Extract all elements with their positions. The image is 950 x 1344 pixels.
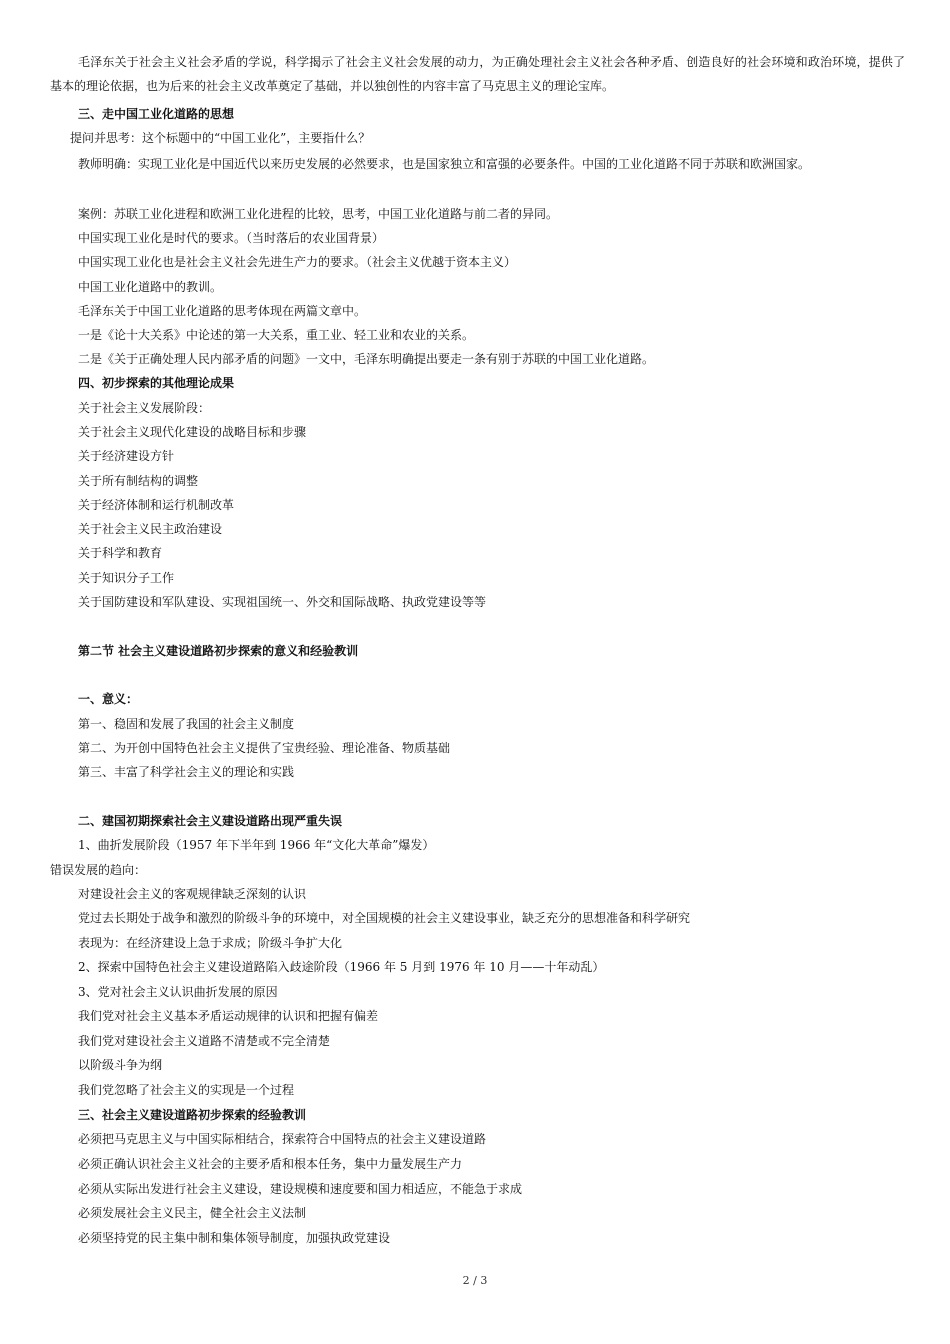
productive-force-line: 中国实现工业化也是社会主义社会先进生产力的要求。（社会主义优越于资本主义） <box>78 255 517 269</box>
list-item: 3、党对社会主义认识曲折发展的原因 <box>78 985 278 999</box>
list-item: 第二、为开创中国特色社会主义提供了宝贵经验、理论准备、物质基础 <box>78 741 451 755</box>
heading-mistakes: 二、建国初期探索社会主义建设道路出现严重失误 <box>78 814 343 828</box>
two-articles-line: 毛泽东关于中国工业化道路的思考体现在两篇文章中。 <box>78 304 367 318</box>
first-article-line: 一是《论十大关系》中论述的第一大关系，重工业、轻工业和农业的关系。 <box>78 328 475 342</box>
question-text: 提问并思考：这个标题中的“中国工业化”，主要指什么？ <box>70 131 371 145</box>
trend-label: 错误发展的趋向： <box>50 863 147 877</box>
list-item: 表现为：在经济建设上急于求成；阶级斗争扩大化 <box>78 936 343 950</box>
page-number: 2 / 3 <box>462 1274 488 1287</box>
list-item: 关于科学和教育 <box>78 546 163 560</box>
heading-experience: 三、社会主义建设道路初步探索的经验教训 <box>78 1108 307 1122</box>
list-item: 我们党对建设社会主义道路不清楚或不完全清楚 <box>78 1034 331 1048</box>
stage1-line: 1、曲折发展阶段（1957 年下半年到 1966 年“文化大革命”爆发） <box>78 838 435 852</box>
case-line: 案例：苏联工业化进程和欧洲工业化进程的比较，思考，中国工业化道路与前二者的异同。 <box>78 207 559 221</box>
era-line: 中国实现工业化是时代的要求。（当时落后的农业国背景） <box>78 231 385 245</box>
list-item: 我们党忽略了社会主义的实现是一个过程 <box>78 1083 295 1097</box>
list-item: 必须正确认识社会主义社会的主要矛盾和根本任务，集中力量发展生产力 <box>78 1157 463 1171</box>
list-item: 关于社会主义现代化建设的战略目标和步骤 <box>78 425 307 439</box>
list-item: 必须坚持党的民主集中制和集体领导制度，加强执政党建设 <box>78 1231 391 1245</box>
list-item: 关于知识分子工作 <box>78 571 175 585</box>
list-item: 关于经济体制和运行机制改革 <box>78 498 235 512</box>
section2-title: 第二节 社会主义建设道路初步探索的意义和经验教训 <box>78 644 359 658</box>
list-item: 关于所有制结构的调整 <box>78 474 199 488</box>
list-item: 关于社会主义发展阶段： <box>78 401 211 415</box>
heading-other-achievements: 四、初步探索的其他理论成果 <box>78 376 235 390</box>
list-item: 第三、丰富了科学社会主义的理论和实践 <box>78 765 295 779</box>
list-item: 必须发展社会主义民主，健全社会主义法制 <box>78 1206 307 1220</box>
list-item: 关于经济建设方针 <box>78 449 175 463</box>
list-item: 我们党对社会主义基本矛盾运动规律的认识和把握有偏差 <box>78 1009 379 1023</box>
list-item: 必须把马克思主义与中国实际相结合，探索符合中国特点的社会主义建设道路 <box>78 1132 487 1146</box>
list-item: 党过去长期处于战争和激烈的阶级斗争的环境中，对全国规模的社会主义建设事业，缺乏充分的思想准备和科学研究 <box>78 911 691 925</box>
lessons-line: 中国工业化道路中的教训。 <box>78 280 223 294</box>
list-item: 关于社会主义民主政治建设 <box>78 522 223 536</box>
list-item: 2、探索中国特色社会主义建设道路陷入歧途阶段（1966 年 5 月到 1976 年 10 月——十年动乱） <box>78 960 605 974</box>
second-article-line: 二是《关于正确处理人民内部矛盾的问题》一文中，毛泽东明确提出要走一条有别于苏联的中国工业化道路。 <box>78 352 655 366</box>
list-item: 必须从实际出发进行社会主义建设，建设规模和速度要和国力相适应，不能急于求成 <box>78 1182 523 1196</box>
heading-meaning: 一、意义： <box>78 692 139 706</box>
heading-industrialization: 三、走中国工业化道路的思想 <box>78 107 235 121</box>
list-item: 关于国防建设和军队建设、实现祖国统一、外交和国际战略、执政党建设等等 <box>78 595 487 609</box>
list-item: 以阶级斗争为纲 <box>78 1058 163 1072</box>
list-item: 对建设社会主义的客观规律缺乏深刻的认识 <box>78 887 307 901</box>
intro-paragraph: 毛泽东关于社会主义社会矛盾的学说，科学揭示了社会主义社会发展的动力，为正确处理社会主义社会各种矛盾、创造良好的社会环境和政治环境，提供了基本的理论依据，也为后来的社会主义改革奠定了基础，并以独创性的内容丰富了马克思主义的理论宝库。 <box>50 55 905 93</box>
list-item: 第一、稳固和发展了我国的社会主义制度 <box>78 717 295 731</box>
teacher-paragraph: 教师明确：实现工业化是中国近代以来历史发展的必然要求，也是国家独立和富强的必要条件。中国的工业化道路不同于苏联和欧洲国家。 <box>78 157 811 171</box>
